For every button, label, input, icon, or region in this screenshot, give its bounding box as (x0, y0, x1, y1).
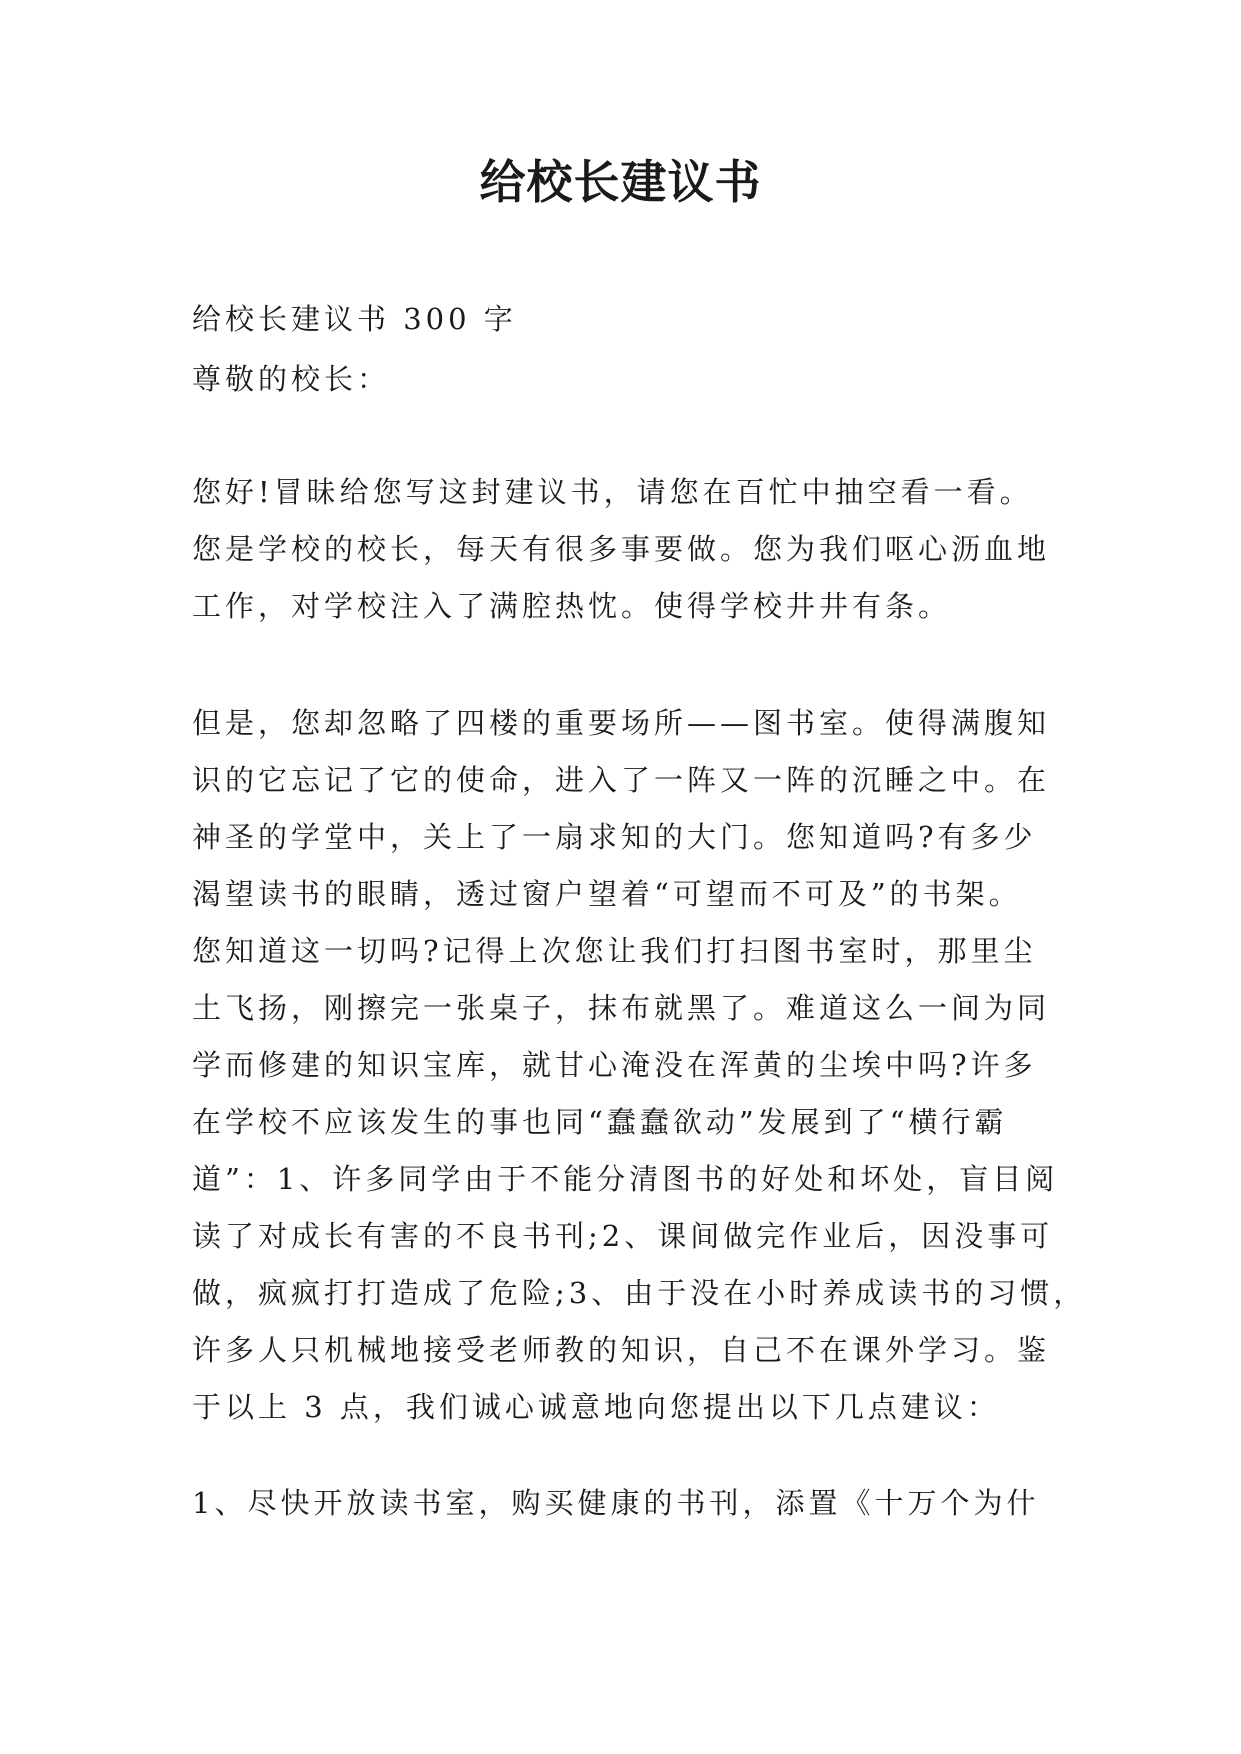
paragraph-2 (192, 695, 1092, 1436)
text-line: 1、尽快开放读书室，购买健康的书刊，添置《十万个为什 (192, 1486, 1040, 1520)
text-line: 但是，您却忽略了四楼的重要场所——图书室。使得满腹知 (192, 706, 1051, 740)
paragraph-3 (192, 1475, 1092, 1532)
text-line: 于以上 3 点，我们诚心诚意地向您提出以下几点建议： (192, 1390, 1000, 1424)
paragraph-1 (192, 464, 1092, 635)
text-line: 您是学校的校长，每天有很多事要做。您为我们呕心沥血地 (192, 532, 1051, 566)
document-title: 给校长建议书 (479, 155, 762, 209)
text-line: 神圣的学堂中，关上了一扇求知的大门。您知道吗?有多少 (192, 820, 1037, 854)
salutation-line: 尊敬的校长： (192, 362, 391, 396)
text-line: 工作，对学校注入了满腔热忱。使得学校井井有条。 (192, 589, 952, 623)
text-line: 做，疯疯打打造成了危险;3、由于没在小时养成读书的习惯， (192, 1276, 1087, 1310)
text-line: 许多人只机械地接受老师教的知识，自己不在课外学习。鉴 (192, 1333, 1051, 1367)
text-line: 您知道这一切吗?记得上次您让我们打扫图书室时，那里尘 (192, 934, 1037, 968)
text-line: 读了对成长有害的不良书刊;2、课间做完作业后，因没事可 (192, 1219, 1054, 1253)
intro-block (192, 289, 1092, 409)
text-line: 识的它忘记了它的使命，进入了一阵又一阵的沉睡之中。在 (192, 763, 1051, 797)
text-line: 您好!冒昧给您写这封建议书，请您在百忙中抽空看一看。 (192, 475, 1033, 509)
text-line: 土飞扬，刚擦完一张桌子，抹布就黑了。难道这么一间为同 (192, 991, 1051, 1025)
text-line: 在学校不应该发生的事也同“蠢蠢欲动”发展到了“横行霸 (192, 1105, 1008, 1139)
text-line: 学而修建的知识宝库，就甘心淹没在浑黄的尘埃中吗?许多 (192, 1048, 1037, 1082)
text-line: 渴望读书的眼睛，透过窗户望着“可望而不可及”的书架。 (192, 877, 1022, 911)
text-line: 道”：1、许多同学由于不能分清图书的好处和坏处，盲目阅 (192, 1162, 1059, 1196)
subtitle-line: 给校长建议书 300 字 (192, 302, 517, 336)
